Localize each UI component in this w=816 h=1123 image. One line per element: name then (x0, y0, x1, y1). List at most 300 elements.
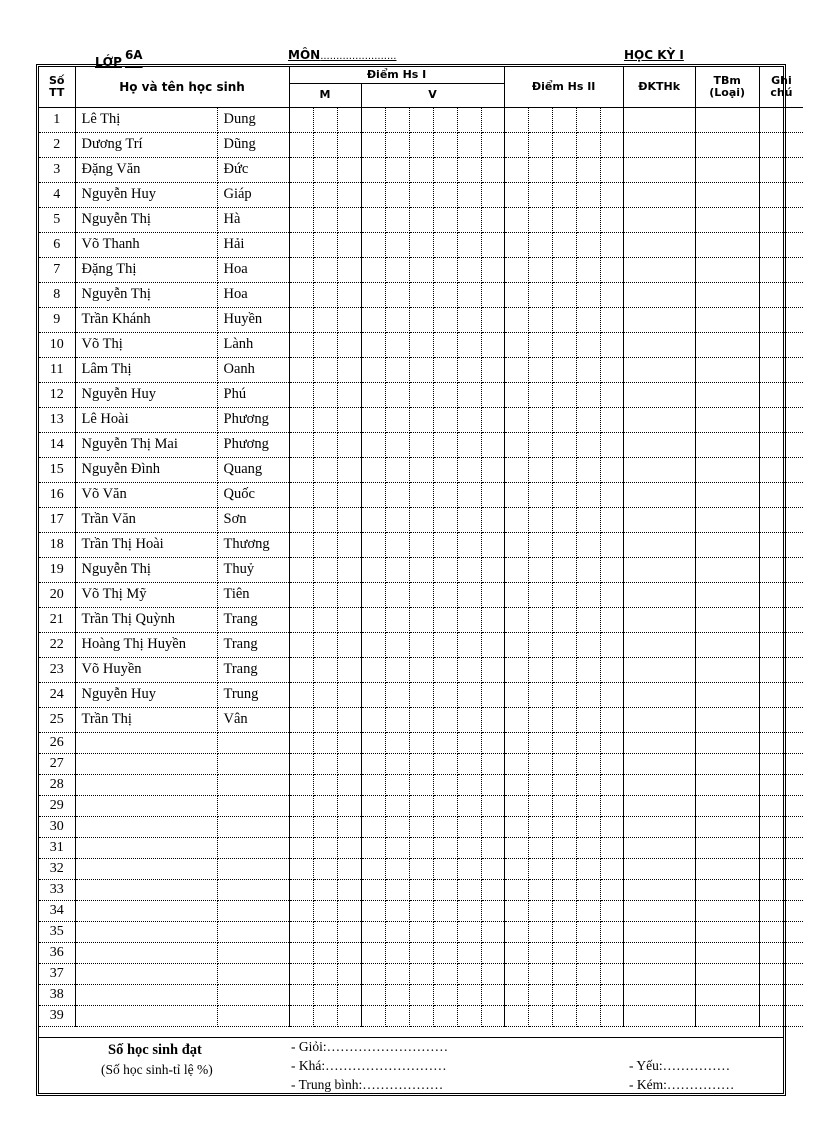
score-hs1-v-cell[interactable] (457, 774, 481, 795)
score-hs1-m-cell[interactable] (289, 963, 313, 984)
score-hs1-m-cell[interactable] (337, 795, 361, 816)
score-hs1-v-cell[interactable] (385, 132, 409, 157)
score-hs2-cell[interactable] (576, 707, 600, 732)
score-hs1-v-cell[interactable] (361, 582, 385, 607)
score-hs1-v-cell[interactable] (409, 157, 433, 182)
score-tbm-cell[interactable] (695, 332, 759, 357)
score-hs1-m-cell[interactable] (337, 507, 361, 532)
score-tbm-cell[interactable] (695, 507, 759, 532)
score-dkthk-cell[interactable] (623, 232, 695, 257)
note-cell[interactable] (759, 1005, 803, 1026)
score-hs1-m-cell[interactable] (337, 900, 361, 921)
score-hs2-cell[interactable] (576, 984, 600, 1005)
score-hs1-m-cell[interactable] (337, 557, 361, 582)
score-tbm-cell[interactable] (695, 257, 759, 282)
score-hs1-m-cell[interactable] (289, 774, 313, 795)
score-hs1-v-cell[interactable] (481, 507, 504, 532)
score-hs1-m-cell[interactable] (289, 282, 313, 307)
score-hs1-m-cell[interactable] (289, 753, 313, 774)
score-tbm-cell[interactable] (695, 357, 759, 382)
score-hs1-v-cell[interactable] (433, 432, 457, 457)
score-hs1-m-cell[interactable] (313, 942, 337, 963)
score-hs1-m-cell[interactable] (337, 732, 361, 753)
score-hs2-cell[interactable] (528, 732, 552, 753)
note-cell[interactable] (759, 795, 803, 816)
score-hs1-v-cell[interactable] (433, 774, 457, 795)
score-hs1-v-cell[interactable] (433, 900, 457, 921)
score-hs2-cell[interactable] (528, 582, 552, 607)
score-hs2-cell[interactable] (576, 900, 600, 921)
score-hs1-m-cell[interactable] (337, 407, 361, 432)
score-hs2-cell[interactable] (576, 557, 600, 582)
score-hs1-v-cell[interactable] (433, 795, 457, 816)
score-hs2-cell[interactable] (504, 532, 528, 557)
score-hs2-cell[interactable] (576, 816, 600, 837)
score-hs1-v-cell[interactable] (361, 407, 385, 432)
score-hs1-v-cell[interactable] (409, 407, 433, 432)
score-hs1-m-cell[interactable] (289, 984, 313, 1005)
score-hs2-cell[interactable] (552, 657, 576, 682)
score-hs1-m-cell[interactable] (337, 858, 361, 879)
score-hs1-v-cell[interactable] (433, 657, 457, 682)
note-cell[interactable] (759, 858, 803, 879)
score-hs1-v-cell[interactable] (361, 657, 385, 682)
score-dkthk-cell[interactable] (623, 157, 695, 182)
score-hs1-v-cell[interactable] (385, 879, 409, 900)
score-hs2-cell[interactable] (552, 407, 576, 432)
note-cell[interactable] (759, 282, 803, 307)
score-hs1-v-cell[interactable] (433, 607, 457, 632)
score-hs2-cell[interactable] (600, 532, 623, 557)
score-hs2-cell[interactable] (576, 963, 600, 984)
score-hs1-v-cell[interactable] (481, 557, 504, 582)
score-hs1-v-cell[interactable] (481, 482, 504, 507)
score-hs1-v-cell[interactable] (385, 557, 409, 582)
score-hs1-v-cell[interactable] (481, 963, 504, 984)
score-hs1-v-cell[interactable] (385, 795, 409, 816)
score-hs1-m-cell[interactable] (313, 657, 337, 682)
score-hs1-v-cell[interactable] (481, 582, 504, 607)
score-hs2-cell[interactable] (528, 532, 552, 557)
score-hs1-m-cell[interactable] (289, 795, 313, 816)
score-hs2-cell[interactable] (552, 632, 576, 657)
score-hs2-cell[interactable] (552, 607, 576, 632)
score-hs1-v-cell[interactable] (433, 382, 457, 407)
score-dkthk-cell[interactable] (623, 407, 695, 432)
score-hs1-v-cell[interactable] (457, 753, 481, 774)
score-hs1-v-cell[interactable] (385, 632, 409, 657)
score-hs1-m-cell[interactable] (313, 182, 337, 207)
score-hs2-cell[interactable] (552, 132, 576, 157)
score-hs2-cell[interactable] (552, 357, 576, 382)
score-hs2-cell[interactable] (576, 942, 600, 963)
score-hs1-m-cell[interactable] (313, 407, 337, 432)
score-hs1-v-cell[interactable] (457, 432, 481, 457)
score-hs2-cell[interactable] (504, 107, 528, 132)
score-hs1-m-cell[interactable] (289, 332, 313, 357)
score-tbm-cell[interactable] (695, 232, 759, 257)
score-hs1-v-cell[interactable] (361, 182, 385, 207)
score-hs1-v-cell[interactable] (385, 532, 409, 557)
score-tbm-cell[interactable] (695, 816, 759, 837)
score-hs1-v-cell[interactable] (361, 457, 385, 482)
score-tbm-cell[interactable] (695, 182, 759, 207)
score-hs2-cell[interactable] (576, 407, 600, 432)
score-hs1-v-cell[interactable] (457, 858, 481, 879)
score-dkthk-cell[interactable] (623, 795, 695, 816)
note-cell[interactable] (759, 332, 803, 357)
score-hs1-v-cell[interactable] (457, 732, 481, 753)
score-hs1-m-cell[interactable] (313, 921, 337, 942)
score-dkthk-cell[interactable] (623, 307, 695, 332)
score-hs1-v-cell[interactable] (385, 942, 409, 963)
score-hs1-v-cell[interactable] (385, 107, 409, 132)
score-hs1-v-cell[interactable] (385, 816, 409, 837)
score-hs2-cell[interactable] (504, 1005, 528, 1026)
score-tbm-cell[interactable] (695, 407, 759, 432)
score-hs2-cell[interactable] (576, 582, 600, 607)
score-hs1-m-cell[interactable] (289, 382, 313, 407)
score-hs1-v-cell[interactable] (361, 795, 385, 816)
score-hs1-v-cell[interactable] (481, 753, 504, 774)
score-hs1-v-cell[interactable] (385, 837, 409, 858)
score-hs2-cell[interactable] (600, 582, 623, 607)
score-hs1-v-cell[interactable] (457, 557, 481, 582)
score-hs1-v-cell[interactable] (457, 607, 481, 632)
score-hs2-cell[interactable] (528, 432, 552, 457)
score-hs2-cell[interactable] (504, 207, 528, 232)
note-cell[interactable] (759, 657, 803, 682)
score-hs2-cell[interactable] (600, 984, 623, 1005)
score-hs1-v-cell[interactable] (361, 257, 385, 282)
score-hs2-cell[interactable] (504, 582, 528, 607)
score-hs1-v-cell[interactable] (409, 607, 433, 632)
score-hs1-m-cell[interactable] (337, 879, 361, 900)
score-hs2-cell[interactable] (600, 257, 623, 282)
score-dkthk-cell[interactable] (623, 921, 695, 942)
score-hs2-cell[interactable] (528, 382, 552, 407)
score-hs1-v-cell[interactable] (385, 182, 409, 207)
score-hs2-cell[interactable] (552, 182, 576, 207)
score-hs2-cell[interactable] (600, 407, 623, 432)
score-hs1-v-cell[interactable] (481, 257, 504, 282)
score-tbm-cell[interactable] (695, 732, 759, 753)
score-hs2-cell[interactable] (504, 282, 528, 307)
note-cell[interactable] (759, 837, 803, 858)
score-hs1-v-cell[interactable] (433, 732, 457, 753)
score-hs1-m-cell[interactable] (313, 557, 337, 582)
note-cell[interactable] (759, 107, 803, 132)
score-hs2-cell[interactable] (576, 774, 600, 795)
score-dkthk-cell[interactable] (623, 357, 695, 382)
score-hs1-m-cell[interactable] (313, 682, 337, 707)
score-hs2-cell[interactable] (552, 157, 576, 182)
score-hs1-v-cell[interactable] (385, 282, 409, 307)
score-hs1-v-cell[interactable] (481, 707, 504, 732)
score-hs1-v-cell[interactable] (385, 921, 409, 942)
score-hs2-cell[interactable] (528, 900, 552, 921)
score-hs1-m-cell[interactable] (289, 858, 313, 879)
score-hs1-v-cell[interactable] (409, 632, 433, 657)
score-hs2-cell[interactable] (576, 858, 600, 879)
note-cell[interactable] (759, 963, 803, 984)
score-hs2-cell[interactable] (552, 257, 576, 282)
score-hs2-cell[interactable] (600, 232, 623, 257)
score-hs2-cell[interactable] (576, 282, 600, 307)
score-dkthk-cell[interactable] (623, 432, 695, 457)
score-hs1-v-cell[interactable] (481, 307, 504, 332)
score-hs2-cell[interactable] (600, 858, 623, 879)
score-hs1-m-cell[interactable] (289, 407, 313, 432)
score-hs1-v-cell[interactable] (409, 837, 433, 858)
score-hs1-v-cell[interactable] (409, 282, 433, 307)
score-hs1-v-cell[interactable] (433, 921, 457, 942)
score-hs1-m-cell[interactable] (337, 984, 361, 1005)
score-hs1-v-cell[interactable] (457, 332, 481, 357)
score-hs1-v-cell[interactable] (385, 900, 409, 921)
score-dkthk-cell[interactable] (623, 282, 695, 307)
score-hs1-v-cell[interactable] (481, 900, 504, 921)
score-hs1-m-cell[interactable] (289, 816, 313, 837)
score-hs1-v-cell[interactable] (385, 507, 409, 532)
score-hs1-v-cell[interactable] (385, 482, 409, 507)
score-hs2-cell[interactable] (552, 307, 576, 332)
score-hs1-v-cell[interactable] (481, 332, 504, 357)
score-hs1-v-cell[interactable] (385, 657, 409, 682)
score-hs1-m-cell[interactable] (289, 132, 313, 157)
score-hs1-v-cell[interactable] (481, 432, 504, 457)
score-hs1-v-cell[interactable] (433, 816, 457, 837)
score-hs1-v-cell[interactable] (361, 732, 385, 753)
score-hs1-v-cell[interactable] (433, 407, 457, 432)
note-cell[interactable] (759, 774, 803, 795)
score-hs1-m-cell[interactable] (337, 921, 361, 942)
score-hs1-v-cell[interactable] (409, 858, 433, 879)
score-hs1-v-cell[interactable] (409, 816, 433, 837)
score-hs1-m-cell[interactable] (313, 732, 337, 753)
score-hs1-v-cell[interactable] (361, 1005, 385, 1026)
score-hs1-v-cell[interactable] (457, 307, 481, 332)
score-hs2-cell[interactable] (576, 382, 600, 407)
score-hs1-v-cell[interactable] (481, 858, 504, 879)
score-hs2-cell[interactable] (552, 879, 576, 900)
score-hs1-v-cell[interactable] (433, 879, 457, 900)
score-hs2-cell[interactable] (528, 357, 552, 382)
score-hs2-cell[interactable] (528, 232, 552, 257)
score-tbm-cell[interactable] (695, 582, 759, 607)
score-hs1-v-cell[interactable] (433, 507, 457, 532)
score-hs2-cell[interactable] (552, 858, 576, 879)
score-dkthk-cell[interactable] (623, 682, 695, 707)
score-hs1-v-cell[interactable] (409, 332, 433, 357)
score-hs1-m-cell[interactable] (289, 607, 313, 632)
score-hs1-m-cell[interactable] (337, 1005, 361, 1026)
score-hs1-v-cell[interactable] (409, 532, 433, 557)
score-hs1-v-cell[interactable] (481, 182, 504, 207)
score-hs2-cell[interactable] (600, 707, 623, 732)
score-tbm-cell[interactable] (695, 900, 759, 921)
score-hs1-m-cell[interactable] (289, 632, 313, 657)
score-hs2-cell[interactable] (600, 900, 623, 921)
score-hs2-cell[interactable] (576, 795, 600, 816)
score-tbm-cell[interactable] (695, 858, 759, 879)
score-hs1-v-cell[interactable] (361, 837, 385, 858)
score-hs1-v-cell[interactable] (433, 282, 457, 307)
score-hs1-m-cell[interactable] (337, 357, 361, 382)
score-hs1-v-cell[interactable] (385, 407, 409, 432)
score-hs2-cell[interactable] (576, 157, 600, 182)
score-hs2-cell[interactable] (528, 407, 552, 432)
score-hs2-cell[interactable] (528, 557, 552, 582)
score-hs2-cell[interactable] (576, 182, 600, 207)
score-hs2-cell[interactable] (552, 774, 576, 795)
score-hs1-v-cell[interactable] (433, 1005, 457, 1026)
score-hs2-cell[interactable] (576, 482, 600, 507)
score-hs1-v-cell[interactable] (481, 942, 504, 963)
score-dkthk-cell[interactable] (623, 657, 695, 682)
score-hs1-v-cell[interactable] (481, 357, 504, 382)
score-hs1-m-cell[interactable] (313, 157, 337, 182)
score-hs2-cell[interactable] (600, 207, 623, 232)
score-dkthk-cell[interactable] (623, 753, 695, 774)
score-hs2-cell[interactable] (552, 707, 576, 732)
score-hs1-v-cell[interactable] (409, 207, 433, 232)
note-cell[interactable] (759, 482, 803, 507)
score-hs2-cell[interactable] (576, 207, 600, 232)
score-hs1-m-cell[interactable] (313, 132, 337, 157)
score-hs1-v-cell[interactable] (433, 532, 457, 557)
score-hs1-m-cell[interactable] (313, 482, 337, 507)
score-hs2-cell[interactable] (552, 816, 576, 837)
score-hs1-v-cell[interactable] (457, 1005, 481, 1026)
score-tbm-cell[interactable] (695, 682, 759, 707)
score-hs2-cell[interactable] (552, 682, 576, 707)
score-hs1-m-cell[interactable] (289, 557, 313, 582)
score-hs1-v-cell[interactable] (481, 837, 504, 858)
score-hs1-v-cell[interactable] (361, 157, 385, 182)
score-tbm-cell[interactable] (695, 432, 759, 457)
score-hs2-cell[interactable] (528, 795, 552, 816)
score-hs1-m-cell[interactable] (313, 795, 337, 816)
score-hs1-v-cell[interactable] (361, 879, 385, 900)
score-hs2-cell[interactable] (528, 682, 552, 707)
score-tbm-cell[interactable] (695, 632, 759, 657)
score-hs1-v-cell[interactable] (457, 795, 481, 816)
score-hs1-m-cell[interactable] (289, 582, 313, 607)
score-dkthk-cell[interactable] (623, 507, 695, 532)
score-hs1-v-cell[interactable] (361, 382, 385, 407)
score-hs2-cell[interactable] (504, 257, 528, 282)
note-cell[interactable] (759, 632, 803, 657)
score-hs1-v-cell[interactable] (481, 457, 504, 482)
score-hs1-m-cell[interactable] (337, 432, 361, 457)
note-cell[interactable] (759, 732, 803, 753)
score-hs2-cell[interactable] (552, 232, 576, 257)
score-hs2-cell[interactable] (600, 357, 623, 382)
score-dkthk-cell[interactable] (623, 482, 695, 507)
score-hs1-v-cell[interactable] (385, 1005, 409, 1026)
score-hs1-m-cell[interactable] (313, 232, 337, 257)
score-hs2-cell[interactable] (504, 795, 528, 816)
score-hs2-cell[interactable] (528, 632, 552, 657)
score-hs2-cell[interactable] (504, 682, 528, 707)
score-hs1-v-cell[interactable] (457, 282, 481, 307)
score-hs1-m-cell[interactable] (289, 532, 313, 557)
score-hs2-cell[interactable] (528, 257, 552, 282)
score-hs1-v-cell[interactable] (433, 207, 457, 232)
score-hs1-m-cell[interactable] (289, 357, 313, 382)
score-hs1-m-cell[interactable] (289, 482, 313, 507)
score-hs1-v-cell[interactable] (481, 632, 504, 657)
score-hs2-cell[interactable] (504, 837, 528, 858)
score-hs1-m-cell[interactable] (313, 858, 337, 879)
score-hs1-m-cell[interactable] (289, 457, 313, 482)
score-hs2-cell[interactable] (552, 382, 576, 407)
score-hs2-cell[interactable] (528, 457, 552, 482)
score-hs1-v-cell[interactable] (481, 795, 504, 816)
score-hs1-m-cell[interactable] (289, 732, 313, 753)
score-hs1-v-cell[interactable] (457, 900, 481, 921)
score-hs2-cell[interactable] (576, 879, 600, 900)
score-dkthk-cell[interactable] (623, 132, 695, 157)
score-hs1-v-cell[interactable] (481, 207, 504, 232)
score-hs2-cell[interactable] (576, 357, 600, 382)
score-hs1-v-cell[interactable] (433, 858, 457, 879)
score-hs2-cell[interactable] (552, 921, 576, 942)
score-hs2-cell[interactable] (600, 657, 623, 682)
note-cell[interactable] (759, 407, 803, 432)
score-hs1-v-cell[interactable] (385, 682, 409, 707)
score-hs1-v-cell[interactable] (361, 507, 385, 532)
score-dkthk-cell[interactable] (623, 816, 695, 837)
score-hs1-v-cell[interactable] (433, 332, 457, 357)
score-tbm-cell[interactable] (695, 307, 759, 332)
score-hs2-cell[interactable] (528, 207, 552, 232)
score-hs2-cell[interactable] (576, 257, 600, 282)
score-hs1-m-cell[interactable] (337, 942, 361, 963)
score-hs2-cell[interactable] (504, 900, 528, 921)
score-hs2-cell[interactable] (504, 921, 528, 942)
note-cell[interactable] (759, 607, 803, 632)
score-tbm-cell[interactable] (695, 207, 759, 232)
score-hs1-m-cell[interactable] (337, 753, 361, 774)
score-hs2-cell[interactable] (504, 879, 528, 900)
score-hs1-v-cell[interactable] (481, 816, 504, 837)
note-cell[interactable] (759, 942, 803, 963)
score-hs1-v-cell[interactable] (457, 707, 481, 732)
score-hs1-m-cell[interactable] (337, 707, 361, 732)
score-hs2-cell[interactable] (600, 732, 623, 753)
score-hs1-m-cell[interactable] (313, 582, 337, 607)
score-hs1-m-cell[interactable] (337, 963, 361, 984)
score-hs2-cell[interactable] (576, 532, 600, 557)
score-hs2-cell[interactable] (528, 753, 552, 774)
score-hs1-m-cell[interactable] (337, 307, 361, 332)
score-hs1-v-cell[interactable] (457, 837, 481, 858)
score-hs1-v-cell[interactable] (409, 357, 433, 382)
score-hs2-cell[interactable] (504, 132, 528, 157)
note-cell[interactable] (759, 132, 803, 157)
score-hs1-v-cell[interactable] (361, 984, 385, 1005)
score-hs1-v-cell[interactable] (457, 963, 481, 984)
score-hs2-cell[interactable] (600, 963, 623, 984)
score-hs2-cell[interactable] (552, 107, 576, 132)
score-dkthk-cell[interactable] (623, 774, 695, 795)
score-hs1-m-cell[interactable] (289, 707, 313, 732)
score-tbm-cell[interactable] (695, 795, 759, 816)
score-hs1-v-cell[interactable] (457, 407, 481, 432)
note-cell[interactable] (759, 232, 803, 257)
